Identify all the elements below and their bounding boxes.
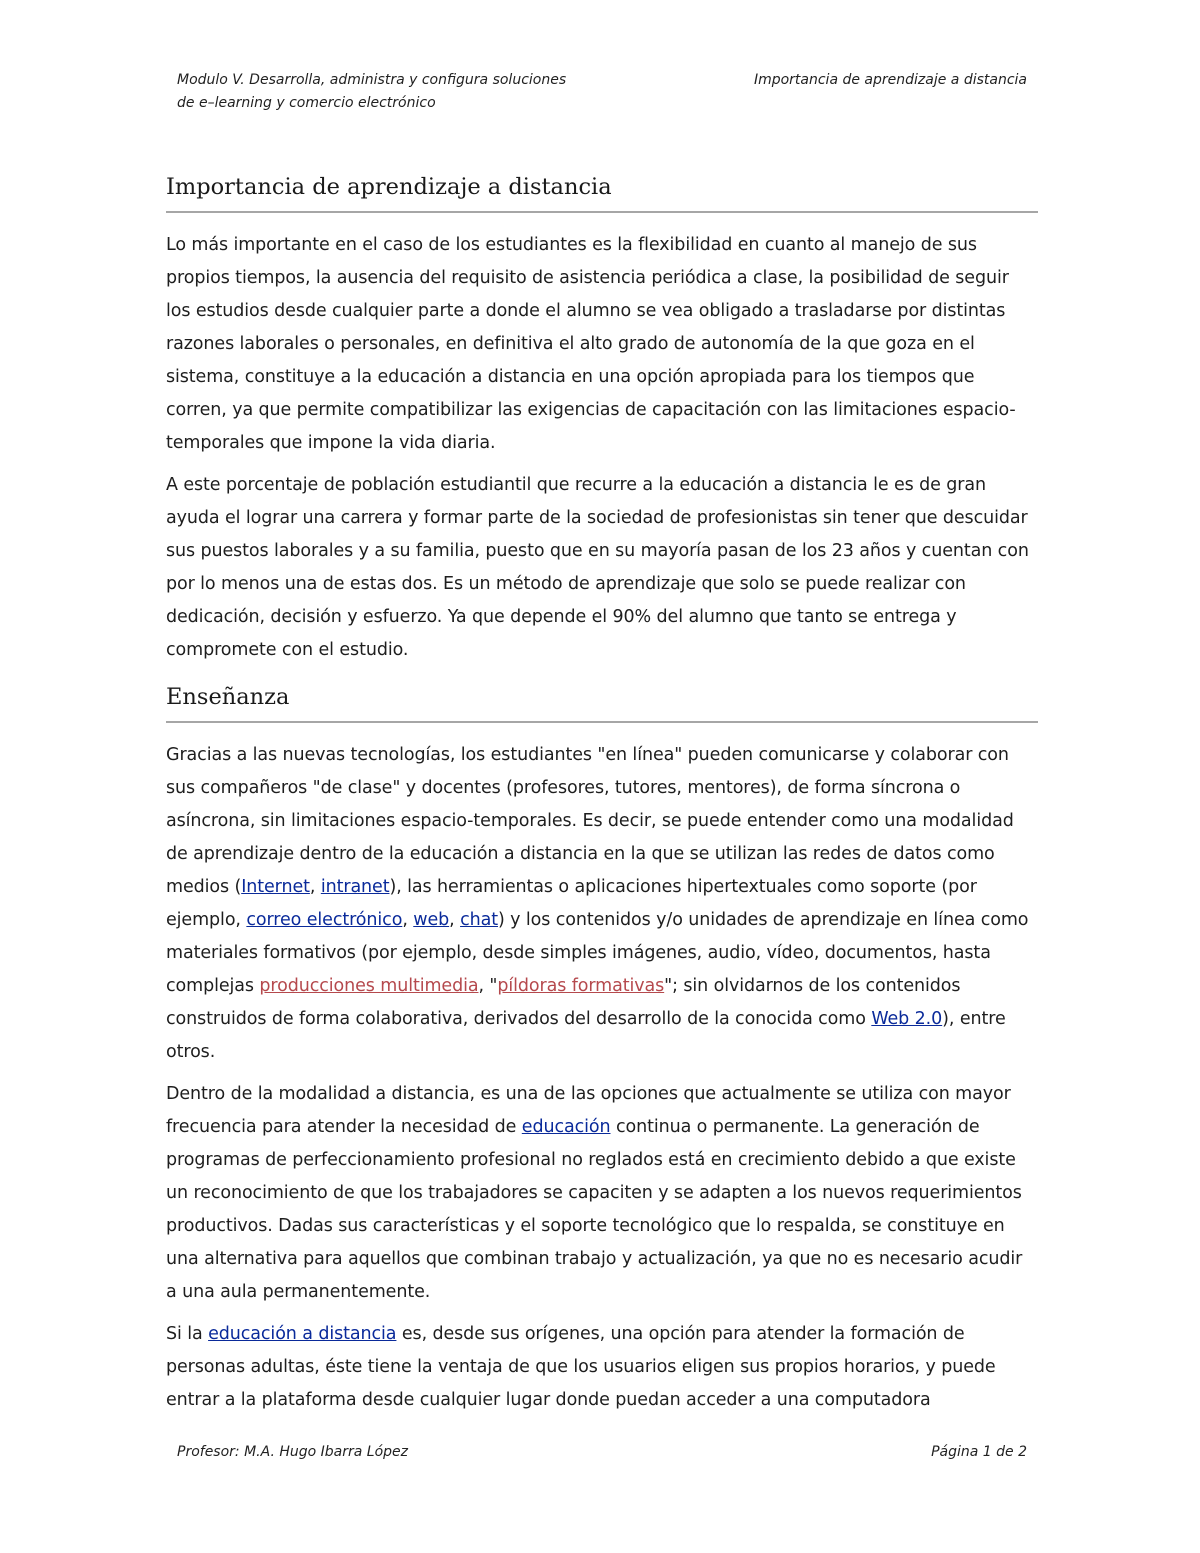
text-run: Gracias a las nuevas tecnologías, los estudiantes "en línea" pueden comunicarse y colaborar con sus compañeros "de clase" y docentes (profesores, tutores, mentores), de forma síncrona o asíncrona, sin limitaciones espacio-temporales. Es decir, se puede entender como una modalidad de aprendizaje dentro de la educación a distancia en la que se utilizan las redes de datos como medios ( — [166, 745, 1014, 897]
paragraph-importancia-1: Lo más importante en el caso de los estudiantes es la flexibilidad en cuanto al manejo de sus propios tiempos, la ausencia del requisito de asistencia periódica a clase, la posibilidad de seguir los estudios desde cualquier parte a donde el alumno se vea obligado a trasladarse por distintas razones laborales o personales, en definitiva el alto grado de autonomía de la que goza en el sistema, constituye a la educación a distancia en una opción apropiada para los tiempos que corren, ya que permite compatibilizar las exigencias de capacitación con las limitaciones espacio-temporales que impone la vida diaria. — [166, 235, 1016, 453]
header-course-line-2: de e–learning y comercio electrónico — [177, 95, 436, 111]
section-title-importancia: Importancia de aprendizaje a distancia — [166, 172, 1038, 213]
text-run: ) y los contenidos y/o unidades de aprendizaje en línea como materiales formativos (por ejemplo, desde simples imágenes, audio, vídeo, documentos, hasta complejas — [166, 910, 1029, 996]
header-course-title — [177, 69, 647, 115]
paragraph-importancia-2: A este porcentaje de población estudiantil que recurre a la educación a distancia le es de gran ayuda el lograr una carrera y formar parte de la sociedad de profesionistas sin tener que descuidar sus puestos laborales y a su familia, puesto que en su mayoría pasan de los 23 años y cuentan con por lo menos una de estas dos. Es un método de aprendizaje que solo se puede realizar con dedicación, decisión y esfuerzo. Ya que depende el 90% del alumno que tanto se entrega y compromete con el estudio. — [166, 475, 1029, 660]
link-pildoras-formativas[interactable]: píldoras formativas — [497, 976, 665, 996]
link-web[interactable]: web — [413, 910, 450, 930]
link-web-2-0[interactable]: Web 2.0 — [871, 1009, 943, 1029]
text-run: es, desde sus orígenes, una opción para atender la formación de personas adultas, éste tiene la ventaja de que los usuarios eligen sus propios horarios, y puede entrar a la plataforma desde cualquier lugar donde puedan acceder a una computadora — [166, 1324, 996, 1410]
text-run: ), las herramientas o aplicaciones hipertextuales como soporte (por ejemplo, — [166, 877, 977, 930]
text-run: , — [309, 877, 321, 897]
text-run: Dentro de la modalidad a distancia, es una de las opciones que actualmente se utiliza con mayor frecuencia para atender la necesidad de — [166, 1084, 1011, 1137]
link-chat[interactable]: chat — [460, 910, 498, 930]
text-run: Si la — [166, 1324, 209, 1344]
text-run: , — [449, 910, 461, 930]
text-run: "; sin olvidarnos de los contenidos construidos de forma colaborativa, derivados del desarrollo de la conocida como — [166, 976, 961, 1029]
header-course-line-1: Modulo V. Desarrolla, administra y configura soluciones — [177, 72, 567, 88]
text-run: , — [402, 910, 414, 930]
document-body — [166, 172, 1038, 1426]
paragraph-ensenanza-2 — [166, 1078, 1038, 1309]
text-run: ), entre otros. — [166, 1009, 1006, 1062]
link-correo-electronico[interactable]: correo electrónico — [246, 910, 403, 930]
header-document-title: Importancia de aprendizaje a distancia — [753, 72, 1027, 88]
section-title-ensenanza: Enseñanza — [166, 682, 1038, 723]
link-intranet[interactable]: intranet — [320, 877, 390, 897]
footer-page-number: Página 1 de 2 — [931, 1444, 1027, 1460]
paragraph-ensenanza-3 — [166, 1318, 1038, 1417]
link-producciones-multimedia[interactable]: producciones multimedia — [259, 976, 479, 996]
link-educacion[interactable]: educación — [521, 1117, 611, 1137]
text-run: , " — [478, 976, 498, 996]
paragraph-ensenanza-1 — [166, 739, 1038, 1069]
text-run: continua o permanente. La generación de programas de perfeccionamiento profesional no reglados está en crecimiento debido a que existe un reconocimiento de que los trabajadores se capaciten y se adapten a los nuevos requerimientos productivos. Dadas sus características y el soporte tecnológico que lo respalda, se constituye en una alternativa para aquellos que combinan trabajo y actualización, ya que no es necesario acudir a una aula permanentemente. — [166, 1117, 1023, 1302]
link-internet[interactable]: Internet — [241, 877, 310, 897]
link-educacion-a-distancia[interactable]: educación a distancia — [208, 1324, 397, 1344]
footer-professor: Profesor: M.A. Hugo Ibarra López — [177, 1444, 409, 1460]
